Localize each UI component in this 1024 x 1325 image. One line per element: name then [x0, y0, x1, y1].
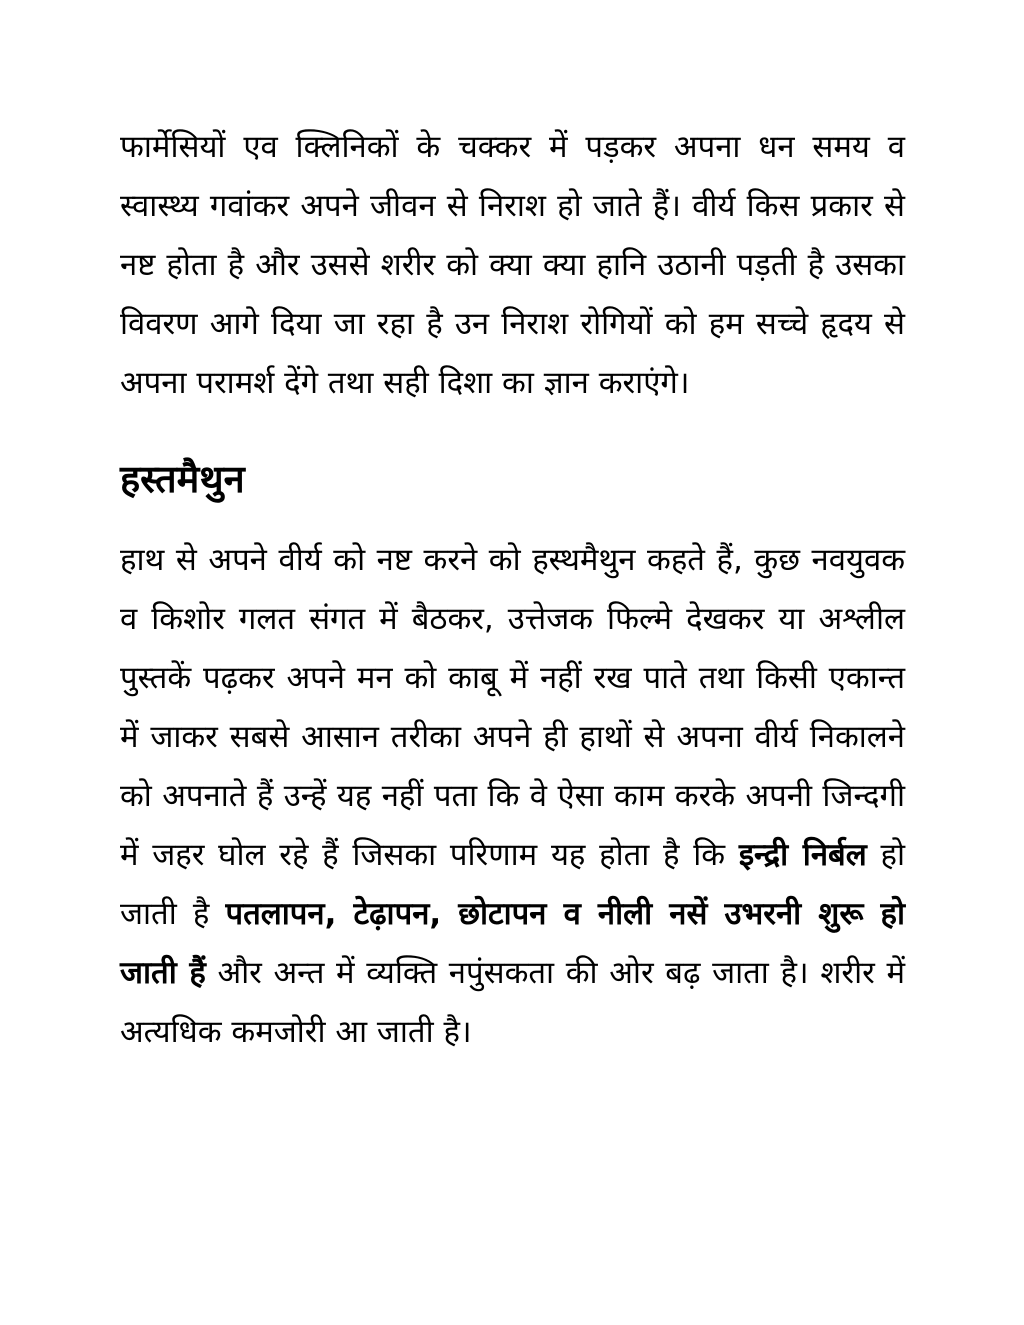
intro-paragraph: फार्मेसियों एव क्लिनिकों के चक्कर में पड़कर अपना धन समय व स्वास्थ्य गवांकर अपने जीवन से निराश हो जाते हैं। वीर्य किस प्रकार से नष्ट होता है और उससे शरीर को क्या क्या हानि उठानी पड़ती है उसका विवरण आगे दिया जा रहा है उन निराश रोगियों को हम सच्चे हृदय से अपना परामर्श देंगे तथा सही दिशा का ज्ञान कराएंगे। — [120, 129, 905, 401]
paragraph-text-part3: और अन्त में व्यक्ति नपुंसकता की ओर बढ़ जाता है। शरीर में अत्यधिक कमजोरी आ जाती है। — [120, 955, 905, 1050]
document-page — [120, 118, 905, 1062]
paragraph-text-part2: हो जाती है — [120, 837, 905, 932]
paragraph-text-part1: हाथ से अपने वीर्य को नष्ट करने को हस्थमैथुन कहते हैं, कुछ नवयुवक व किशोर गलत संगत में बैठकर, उत्तेजक फिल्मे देखकर या अश्लील पुस्तकें पढ़कर अपने मन को काबू में नहीं रख पाते तथा किसी एकान्त में जाकर सबसे आसान तरीका अपने ही हाथों से अपना वीर्य निकालने को अपनाते हैं उन्हें यह नहीं पता कि वे ऐसा काम करके अपनी जिन्दगी में जहर घोल रहे हैं जिसका परिणाम यह होता है कि — [120, 542, 905, 873]
section-heading: हस्तमैथुन — [120, 457, 245, 501]
bold-phrase-weak-organ: इन्द्री निर्बल — [738, 837, 867, 873]
masturbation-paragraph — [120, 531, 905, 1062]
bold-phrase-symptoms: पतलापन, टेढ़ापन, छोटापन व नीली नसें उभरनी शुरू हो जाती हैं — [120, 896, 905, 991]
